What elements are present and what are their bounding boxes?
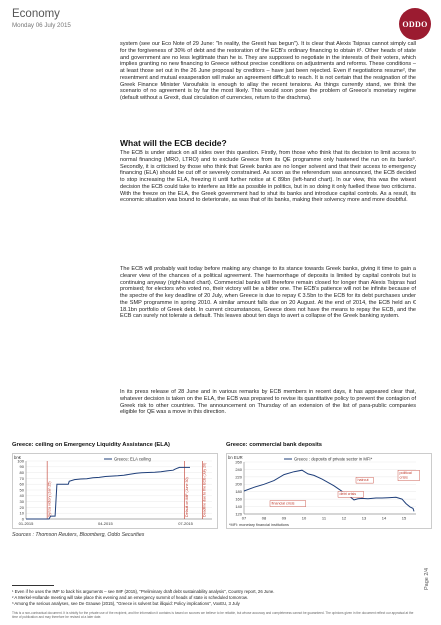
unit-label: bn EUR bbox=[228, 455, 243, 460]
y-tick-label: 90 bbox=[19, 464, 24, 470]
x-tick-label: 15 bbox=[401, 515, 407, 521]
header-title: Economy bbox=[12, 8, 60, 20]
y-tick-label: 50 bbox=[19, 487, 24, 493]
body-paragraph-1 bbox=[120, 150, 416, 204]
x-tick-label: 04-2015 bbox=[97, 521, 113, 526]
y-tick-label: 30 bbox=[19, 499, 24, 504]
x-tick-label: 08 bbox=[261, 515, 267, 521]
y-tick-label: 60 bbox=[19, 481, 24, 487]
x-tick-label: 10 bbox=[301, 515, 307, 521]
paragraph-text: The ECB is under attack on all sides over this question. Firstly, from those who think that its decision to limit access to normal financing (MRO, LTRO) and to exclude Greece from its QE programme only hastened the run on its banks³. Secondly, it is criticised by those who think that Greek banks are no longer solvent and that their access to emergency financing (ELA) should be cut off or severely constrained. As soon as the referendum was announced, the ECB decided to stop increasing the ELA, freezing it until further notice at € 89bn (left-hand chart). In our view, this was the wisest decision the ECB could take to interfere as little as possible in politics, but in so doing it only fuelled these two criticisms. With the freeze on the ELA, the Greek government had to shut its banks and introduce capital controls. As a result, its economic situation was bound to deteriorate, as was that of its banks, making their solvency more and more doubtful. bbox=[120, 150, 416, 204]
x-tick-label: 13 bbox=[361, 515, 367, 521]
event-marker-label: Default on IMF (June 30) bbox=[184, 477, 189, 517]
y-tick-label: 70 bbox=[19, 475, 24, 481]
y-tick-label: 10 bbox=[19, 510, 24, 516]
intro-text: system (see our Eco Note of 29 June: "In reality, the Grexit has begun"). It is clear that Alexis Tsipras cannot simply call for the forgiveness of 30% of debt and the restoration of the ECB's ordinary financing to obtain it¹. Other heads of state and government are no less legitimate than he is. They are supposed to negotiate in the interests of their voters, which implies granting no new financing to Greece without precise conditions on adjustments and reforms. These conditions – at least those set out in the 26 June proposal by creditors – have just been rejected. Even if negotiations resume², the resentment and mutual exasperation will make an agreement difficult to reach. It is not certain that the resignation of the Greek Finance Minister Varoufakis is enough to allay the recent tensions. As things currently stand, we think the scenario of no agreement is by far the most likely. This would soon pose the problem of Greece's monetary regime (default without a Grexit, dual circulation of currencies, return to the drachma). bbox=[120, 41, 416, 101]
unit-label: bn€ bbox=[14, 455, 21, 460]
paragraph-text: The ECB will probably wait today before making any change to its stance towards Greek banks, giving it time to gain a clearer view of the chances of a political agreement. The haemorrhage of deposits is limited by capital controls but is continuing anyway (right-hand chart). Commercial banks will therefore remain closed for longer than Alexis Tsipras had promised; for electors who voted no, their victory will be a bitter one. The ECB's patience will not be infinite because of the spectre of the key deadline of 20 July, when Greece is due to repay € 3.5bn to the ECB for its debt purchases under the SMP programme in spring 2010. A similar amount falls due on 20 August. At the end of 2014, the ECB held an € 18.1bn portfolio of Greek debt. In current circumstances, Greece does not have the means to repay the ECB, and the ECB can surely not tolerate a default. This leaves about ten days to avert a collapse of the Greek banking system. bbox=[120, 266, 416, 320]
x-tick-label: 01-2015 bbox=[18, 521, 34, 526]
y-tick-label: 200 bbox=[235, 481, 242, 487]
footnote-3: ³ Among the serious analyses, see De Grauwe (2015), "Greece is solvent but illiquid: Policy implications", VoxEU, 3 July bbox=[12, 601, 240, 606]
chart-right-title: Greece: commercial bank deposits bbox=[226, 442, 323, 448]
legend-label: Greece : deposits of private sector in MFI* bbox=[294, 456, 373, 462]
x-tick-label: 07 bbox=[241, 515, 247, 521]
chart-footnote: *MFI: monetary financial institutions bbox=[229, 523, 289, 527]
y-tick-label: 180 bbox=[235, 489, 242, 495]
y-tick-label: 20 bbox=[19, 504, 24, 510]
annotation-label: financial crisis bbox=[271, 501, 295, 506]
event-marker-label: Deadline due to the ECB (July 20) bbox=[202, 462, 207, 517]
company-logo: ODDO bbox=[399, 8, 431, 40]
y-tick-label: 100 bbox=[17, 458, 24, 464]
x-tick-label: 11 bbox=[321, 515, 327, 521]
y-tick-label: 40 bbox=[19, 493, 24, 499]
annotation-label: haircut bbox=[357, 478, 369, 483]
legend-label: Greece: ELA ceiling bbox=[114, 456, 151, 462]
page-number: Page 2/4 bbox=[424, 567, 430, 590]
annotation-label: crisis bbox=[399, 475, 408, 480]
y-tick-label: 80 bbox=[19, 470, 24, 475]
annotation-label: debt crisis bbox=[339, 492, 357, 497]
annotation-label: political bbox=[399, 470, 412, 475]
intro-paragraph bbox=[120, 41, 416, 102]
x-tick-label: 07-2015 bbox=[178, 521, 193, 526]
chart-frame bbox=[227, 454, 432, 529]
disclaimer: This is a non-contractual document. It is strictly for the private use of the recipient, and the information it contains is based on sources we believe to be reliable, but whose accuracy and completeness cannot be guaranteed. The opinions given in the document reflect our appraisal at the time of publication and may therefore be revised at a later date. bbox=[12, 611, 414, 619]
x-tick-label: 14 bbox=[381, 515, 387, 521]
y-tick-label: 120 bbox=[235, 511, 242, 517]
body-paragraph-3 bbox=[120, 389, 416, 416]
y-tick-label: 0 bbox=[21, 516, 24, 522]
chart-left-title: Greece: ceiling on Emergency Liquidity Assistance (ELA) bbox=[12, 442, 170, 448]
series-line-deposits bbox=[244, 470, 414, 511]
bank-deposits-chart bbox=[226, 453, 432, 529]
x-tick-label: 12 bbox=[341, 515, 347, 521]
footnote-2: ² A Merkel-Hollande meeting will take place this evening and an emergency summit of heads of state is scheduled tomorrow. bbox=[12, 595, 248, 600]
event-marker-label: Syriza victory (Jan 25) bbox=[47, 481, 52, 517]
y-tick-label: 240 bbox=[235, 466, 242, 472]
section-heading: What will the ECB decide? bbox=[120, 138, 227, 148]
header-date: Monday 06 July 2015 bbox=[12, 22, 71, 29]
footnote-1: ¹ Even if he uses the IMF to back his arguments – see IMF (2015), "Preliminary draft debt sustainability analysis", Country report, 26 June. bbox=[12, 589, 275, 594]
ela-ceiling-chart bbox=[12, 453, 218, 529]
y-tick-label: 220 bbox=[235, 474, 242, 480]
body-paragraph-2 bbox=[120, 266, 416, 320]
footnote-divider bbox=[12, 585, 54, 586]
paragraph-text: In its press release of 28 June and in various remarks by ECB members in recent days, it has appeared clear that, whatever decision is taken on the ELA, the ECB was prepared to revise its quantitative policy to prevent the contagion of Greek risk to other countries. The announcement on Thursday of an extension of the list of para-public companies eligible for QE was a move in this direction. bbox=[120, 389, 416, 416]
sources-note: Sources : Thomson Reuters, Bloomberg, Oddo Securities bbox=[12, 532, 145, 538]
y-tick-label: 260 bbox=[235, 459, 242, 465]
y-tick-label: 140 bbox=[235, 503, 242, 509]
y-tick-label: 160 bbox=[235, 496, 242, 502]
x-tick-label: 09 bbox=[281, 515, 287, 521]
